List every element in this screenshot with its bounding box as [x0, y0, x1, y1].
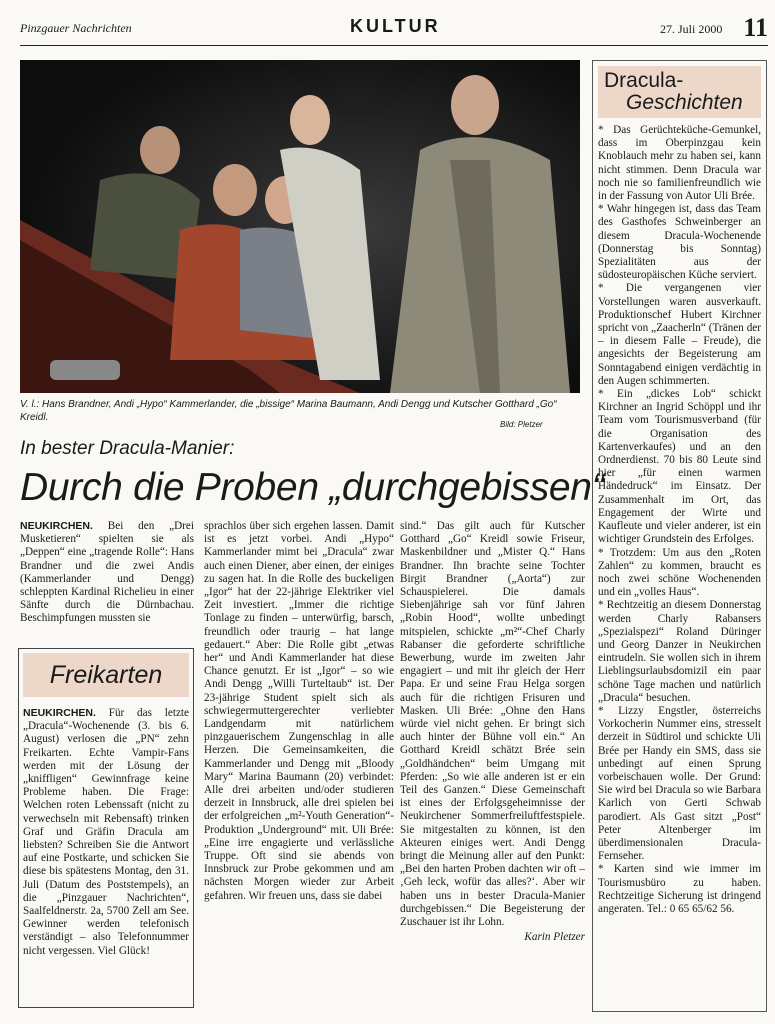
freikarten-title: Freikarten: [23, 653, 189, 697]
article-author: Karin Pletzer: [524, 931, 585, 944]
sidebar-title: [598, 66, 761, 118]
photo-caption: V. l.: Hans Brandner, Andi „Hypo“ Kammerlander, die „bissige“ Marina Baumann, Andi Dengg und Kutscher Gotthard „Go“ Kreidl.: [20, 399, 557, 423]
column-3-text: sind.“ Das gilt auch für Kutscher Gotthard „Go“ Kreidl sowie Friseur, Maskenbildner und „Mister Q.“ Hans Brandner. Ihn brachte seine Tochter Birgit Brandner („Aorta“) zur Schauspielerei. Die damals Siebenjährige sah vor fünf Jahren „Robin Hood“, wollte unbedingt mitspielen, schickte „m²“-Chef Charly Rabanser die geforderte schriftliche Bewerbung, wurde im zweiten Jahr engagiert – und mit ihr gleich der Herr Papa. Er und seine Frau Helga sorgen auch für die richtigen Frisuren und Masken. Uli Brée: „Ohne den Hans würde viel nicht gehen. Er bringt sich auch hinter der Bühne voll ein.“ An Gotthard Kreidl schätzt Brée sein „Goldhändchen“ beim Umgang mit Pferden: „So wie alle anderen ist er ein Teil des Ganzen.“ Diese Gemeinschaft ist eines der Erfolgsgeheimnisse der Neukirchener Sommerfreiluftfestspiele. Sie mitgestalten zu können, ist den Akteuren einiges wert. Andi Dengg bringt die Meinung aller auf den Punkt: „Bei den harten Proben dachten wir oft – ‚Geh leck, wofür das alles?‘. Aber wir haben uns in bester Dracula-Manier durchgebissen.“ Die Begeisterung der Zuschauer ist ihr Lohn.: [400, 520, 585, 929]
sidebar-item: * Ein „dickes Lob“ schickt Kirchner an Ingrid Schöppl und ihr Team vom Tourismusverband (für die Organisation des Kartenverkaufes) und an den Ordnerdienst. 70 bis 80 Leute sind hier „für einen warmen Händedruck“ im Einsatz. Der Zusammenhalt im Ort, das Engagement der Wirte und Kaufleute und vieler anderer, ist ein wichtiger Grundstein des Erfolges.: [598, 388, 761, 546]
sidebar-item: * Karten sind wie immer im Tourismusbüro zu haben. Rechtzeitige Sicherung ist dringend angeraten. Tel.: 0 65 65/62 56.: [598, 863, 761, 915]
sidebar-item: * Lizzy Engstler, österreichs Vorkocherin Nummer eins, stresselt derzeit in Südtirol und schickte Uli Brée per Handy ein SMS, dass sie unbedingt auf einen Sprung vorbeischauen wolle. Der Grund: Sie wird bei Dracula so wie Barbara Karlich von Gerti Schwab parodiert. Als Gast sitzt „Post“ Peter Altenberger im überdimensionalen Dracula-Fernseher.: [598, 704, 761, 863]
newspaper-name: Pinzgauer Nachrichten: [20, 21, 132, 35]
freikarten-dateline: NEUKIRCHEN.: [23, 707, 96, 719]
sidebar-item: * Wahr hingegen ist, dass das Team des Gasthofes Schweinberger an diesem Dracula-Wochenende (Donnerstag bis Sonntag) Spezialitäten aus der südosteuropäischen Küche serviert.: [598, 203, 761, 282]
freikarten-box: [18, 648, 194, 1008]
sidebar-item: * Trotzdem: Um aus den „Roten Zahlen“ zu kommen, braucht es noch zwei schöne Wochenenden und ein „volles Haus“.: [598, 546, 761, 599]
article-column-3: [400, 520, 585, 1020]
sidebar-item: * Rechtzeitig an diesem Donnerstag werden Charly Rabansers „Spezialspezi“ Roland Düringer und Georg Danzer in Neukirchen eintrudeln. Sie wollen sich in ihrem Lieblingsurlaubsdomizil ein paar schöne Tage machen und natürlich „Dracula“ besuchen.: [598, 599, 761, 704]
sidebar-item: * Das Gerüchteküche-Gemunkel, dass im Oberpinzgau kein Knoblauch mehr zu haben sei, kann nicht stimmen. Denn Dracula war noch nie so familienfreundlich wie in der Fassung von Autor Uli Brée.: [598, 124, 761, 203]
issue-date: 27. Juli 2000: [660, 22, 723, 36]
page-header: [20, 12, 768, 46]
article-headline: Durch die Proben „durchgebissen“: [20, 466, 605, 509]
article-column-2: [204, 520, 394, 1020]
sidebar-item: * Die vergangenen vier Vorstellungen waren ausverkauft. Produktionschef Hubert Kirchner spricht von „Zaacherln“ (Tränen der – in diesem Falle – Freude), die angesichts der Begeisterung am Sonntagabend einigen verdächtig in den Augen schimmerten.: [598, 282, 761, 387]
freikarten-body: [23, 707, 189, 958]
page-number: 11: [743, 13, 768, 42]
dateline: NEUKIRCHEN.: [20, 520, 93, 532]
dracula-sidebar: [592, 60, 767, 1012]
section-title: KULTUR: [350, 16, 441, 36]
lead-text: Bei den „Drei Musketieren“ spielten sie als „Deppen“ eine „tragende Rolle“: Hans Brandner und die zwei Andis (Kammerlander und Dengg) schleppten Kardinal Richelieu in einer Sänfte durch die Dürnbachau. Beschimpfungen mussten sie: [20, 520, 194, 625]
freikarten-text: Für das letzte „Dracula“-Wochenende (3. bis 6. August) verlosen die „PN“ zehn Freikarten. Echte Vampir-Fans werden mit der Lösung der „kniffligen“ Gewinnfrage keine Probleme haben. Die Frage: Welchen roten Lebenssaft (nicht zu verwechseln mit Rebensaft) trinken Graf und Gräfin Dracula am liebsten? Schreiben Sie die Antwort auf eine Postkarte, und schicken Sie diese bis spätestens Montag, den 31. Juli (Datum des Poststempels), an die „Pinzgauer Nachrichten“, Saalfeldnerstr. 2a, 5700 Zell am See. Gewinner werden telefonisch verständigt – also Telefonnummer nicht vergessen. Viel Glück!: [23, 707, 189, 957]
article-kicker: In bester Dracula-Manier:: [20, 438, 235, 459]
column-2-text: sprachlos über sich ergehen lassen. Damit ist es jetzt vorbei. Andi „Hypo“ Kammerlander mimt bei „Dracula“ zwar auch einen Diener, aber einen, der einiges zu sagen hat. In die Rolle des buckeligen „Igor“ hat der 22-jährige Elektriker viel Zeit investiert. „Immer die richtige Tonlage zu finden – unterwürfig, barsch, freundlich oder traurig – hat lange gedauert.“ Aber: Die Rolle gibt „etwas her“ und Andi Kammerlander hat diese Chance genutzt. Er ist „Igor“ – so wie Andi Dengg „Willi Turteltaub“ ist. Der 23-jährige Student spielt sich als schwiegermuttergerechter verliebter Landgendarm mit natürlichem pinzgauerischem Zungenschlag in alle Herzen. Die Gemeinsamkeiten, die Kammerlander und Dengg mit „Bloody Mary“ Marina Baumann (20) verbindet: Alle drei arbeiten und/oder studieren derzeit in Innsbruck, alle drei spielen bei der erfolgreichen „m²-Youth Generation“-Produktion „Underground“ mit. Uli Brée: „Eine irre engagierte und verlässliche Truppe. Oft sind sie abends von Innsbruck zur Probe gekommen und am nächsten Morgen wieder zur Arbeit gefahren. Wir freuen uns, dass sie dabei: [204, 520, 394, 902]
sidebar-title-line-2: Geschichten: [626, 91, 743, 114]
stage-photo-illustration: [20, 60, 580, 393]
article-photo: [20, 60, 580, 393]
sidebar-title-line-1: Dracula-: [604, 69, 684, 92]
sidebar-body: [598, 124, 761, 916]
article-lead-paragraph: [20, 520, 194, 626]
photo-credit: Bild: Pletzer: [500, 420, 543, 429]
